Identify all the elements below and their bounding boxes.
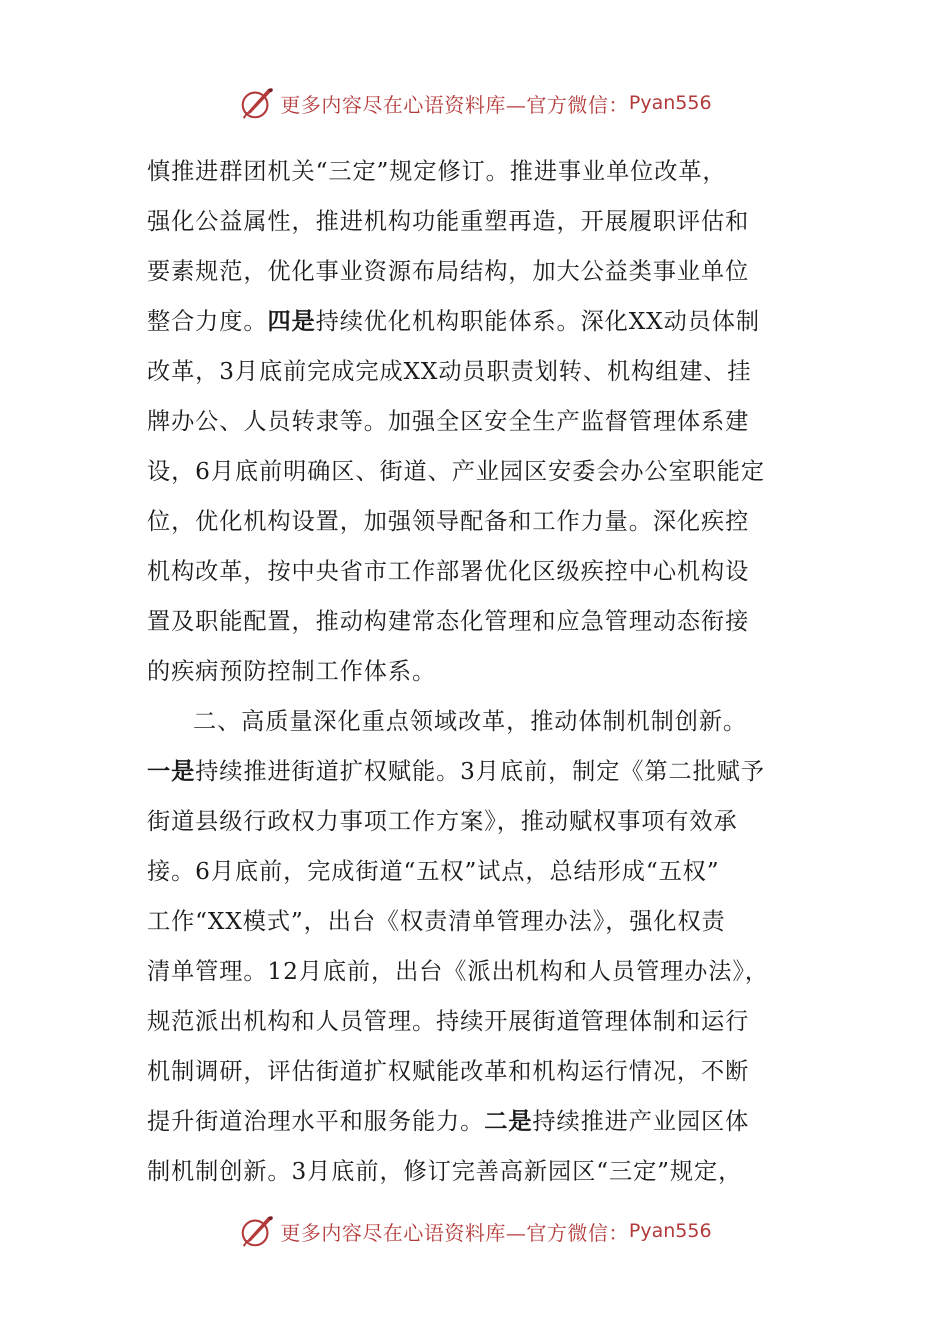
text-line: 位，优化机构设置，加强领导配备和工作力量。深化疾控 (147, 508, 750, 535)
text-line (147, 297, 807, 347)
document-body (147, 147, 807, 1197)
text-line: 牌办公、人员转隶等。加强全区安全生产监督管理体系建 (147, 408, 750, 435)
text-segment: 提升街道治理水平和服务能力。 (147, 1108, 485, 1135)
quill-logo-icon (238, 1212, 276, 1250)
text-line: 街道县级行政权力事项工作方案》，推动赋权事项有效承 (147, 808, 738, 835)
bold-marker: 二是 (484, 1108, 533, 1135)
text-line: 工作“XX模式”，出台《权责清单管理办法》，强化权责 (147, 908, 726, 935)
section-heading: 二、高质量深化重点领域改革，推动体制机制创新。 (193, 708, 748, 735)
watermark-handle: Pyan556 (628, 92, 712, 114)
text-line: 接。6月底前，完成街道“五权”试点，总结形成“五权” (147, 858, 720, 885)
text-line: 强化公益属性，推进机构功能重塑再造，开展履职评估和 (147, 208, 750, 235)
text-line: 慎推进群团机关“三定”规定修订。推进事业单位改革， (147, 158, 727, 185)
bold-marker: 一是 (147, 758, 196, 785)
text-line: 的疾病预防控制工作体系。 (147, 658, 437, 685)
text-line: 要素规范，优化事业资源布局结构，加大公益类事业单位 (147, 258, 750, 285)
text-segment: 持续优化机构职能体系。深化XX动员体制 (315, 308, 760, 335)
header-watermark (0, 83, 950, 123)
bold-marker: 四是 (267, 308, 316, 335)
text-line: 机制调研，评估街道扩权赋能改革和机构运行情况，不断 (147, 1058, 750, 1085)
text-segment: 整合力度。 (147, 308, 268, 335)
watermark-text: 更多内容尽在心语资料库—官方微信： (280, 92, 629, 117)
text-line: 改革，3月底前完成完成XX动员职责划转、机构组建、挂 (147, 358, 752, 385)
text-line: 清单管理。12月底前，出台《派出机构和人员管理办法》， (147, 958, 769, 985)
footer-watermark (0, 1211, 950, 1251)
text-segment: 持续推进产业园区体 (532, 1108, 750, 1135)
watermark-text: 更多内容尽在心语资料库—官方微信： (280, 1220, 629, 1245)
text-segment: 持续推进街道扩权赋能。3月底前，制定《第二批赋予 (195, 758, 765, 785)
text-line: 置及职能配置，推动构建常态化管理和应急管理动态衔接 (147, 608, 750, 635)
text-line: 机构改革，按中央省市工作部署优化区级疾控中心机构设 (147, 558, 750, 585)
text-line: 制机制创新。3月底前，修订完善高新园区“三定”规定， (147, 1158, 743, 1185)
quill-logo-icon (238, 84, 276, 122)
text-line (147, 1097, 807, 1147)
text-line (147, 747, 807, 797)
text-line: 设，6月底前明确区、街道、产业园区安委会办公室职能定 (147, 458, 765, 485)
watermark-handle: Pyan556 (628, 1220, 712, 1242)
text-line: 规范派出机构和人员管理。持续开展街道管理体制和运行 (147, 1008, 750, 1035)
